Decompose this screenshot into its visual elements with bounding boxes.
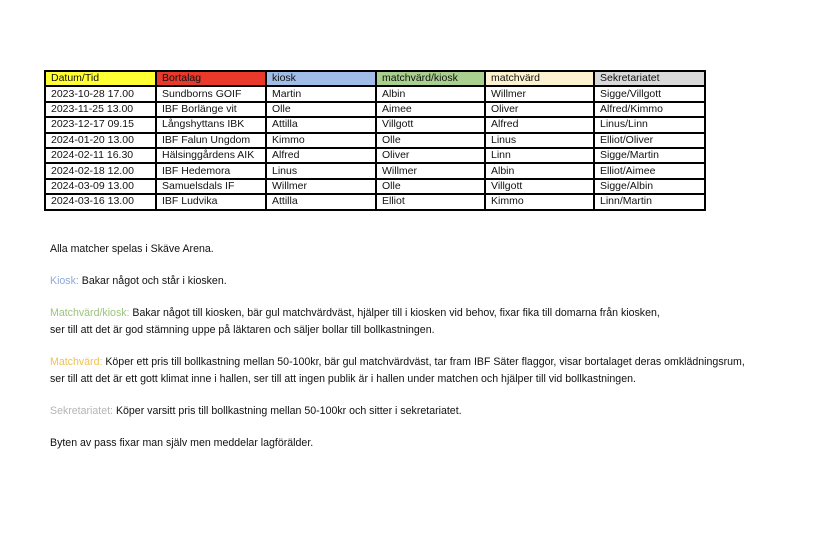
cell-sekretariatet: Sigge/Martin [594, 148, 705, 163]
matchvard-note-line1 [50, 354, 825, 371]
cell-matchvard: Oliver [485, 102, 594, 117]
matchvard-description: Köper ett pris till bollkastning mellan 50-100kr, bär gul matchvärdväst, tar fram IBF Säter flaggor, visar bortalaget deras omklädningsrum, [102, 356, 745, 368]
cell-kiosk: Attilla [266, 194, 376, 209]
table-row [45, 133, 705, 148]
cell-kiosk: Kimmo [266, 133, 376, 148]
cell-datum-tid: 2023-11-25 13.00 [45, 102, 156, 117]
notes-section [50, 241, 825, 452]
cell-sekretariatet: Linn/Martin [594, 194, 705, 209]
kiosk-note [50, 273, 825, 290]
cell-matchvard-kiosk: Oliver [376, 148, 485, 163]
cell-bortalag: Långshyttans IBK [156, 117, 266, 132]
kiosk-label: Kiosk: [50, 275, 79, 287]
matchvard-label: Matchvärd: [50, 356, 103, 368]
cell-bortalag: Samuelsdals IF [156, 179, 266, 194]
cell-bortalag: Hälsinggårdens AIK [156, 148, 266, 163]
cell-kiosk: Willmer [266, 179, 376, 194]
table-row [45, 163, 705, 178]
cell-matchvard: Alfred [485, 117, 594, 132]
matchvard-kiosk-note-line2: ser till att det är god stämning uppe på läktaren och säljer bollar till bollkastningen. [50, 324, 435, 336]
cell-bortalag: Sundborns GOIF [156, 86, 266, 101]
sekretariatet-label: Sekretariatet: [50, 405, 114, 417]
matchvard-kiosk-note-line1 [50, 305, 825, 322]
cell-kiosk: Alfred [266, 148, 376, 163]
cell-kiosk: Martin [266, 86, 376, 101]
cell-kiosk: Attilla [266, 117, 376, 132]
cell-bortalag: IBF Falun Ungdom [156, 133, 266, 148]
cell-sekretariatet: Elliot/Aimee [594, 163, 705, 178]
cell-kiosk: Olle [266, 102, 376, 117]
table-row [45, 148, 705, 163]
cell-datum-tid: 2024-01-20 13.00 [45, 133, 156, 148]
cell-matchvard-kiosk: Aimee [376, 102, 485, 117]
duty-schedule-table [44, 70, 706, 211]
cell-bortalag: IBF Borlänge vit [156, 102, 266, 117]
cell-matchvard-kiosk: Willmer [376, 163, 485, 178]
table-row [45, 117, 705, 132]
cell-matchvard: Linn [485, 148, 594, 163]
cell-kiosk: Linus [266, 163, 376, 178]
cell-matchvard-kiosk: Olle [376, 133, 485, 148]
cell-datum-tid: 2024-03-16 13.00 [45, 194, 156, 209]
sekretariatet-description: Köper varsitt pris till bollkastning mellan 50-100kr och sitter i sekretariatet. [113, 405, 462, 417]
cell-sekretariatet: Sigge/Villgott [594, 86, 705, 101]
arena-note: Alla matcher spelas i Skäve Arena. [50, 243, 214, 255]
header-datum-tid: Datum/Tid [45, 71, 156, 86]
cell-bortalag: IBF Hedemora [156, 163, 266, 178]
header-kiosk: kiosk [266, 71, 376, 86]
cell-bortalag: IBF Ludvika [156, 194, 266, 209]
cell-matchvard-kiosk: Elliot [376, 194, 485, 209]
table-row [45, 179, 705, 194]
cell-matchvard: Willmer [485, 86, 594, 101]
cell-datum-tid: 2023-10-28 17.00 [45, 86, 156, 101]
cell-matchvard-kiosk: Villgott [376, 117, 485, 132]
cell-matchvard: Kimmo [485, 194, 594, 209]
header-matchvard-kiosk: matchvärd/kiosk [376, 71, 485, 86]
table-row [45, 194, 705, 209]
header-matchvard: matchvärd [485, 71, 594, 86]
header-bortalag: Bortalag [156, 71, 266, 86]
cell-datum-tid: 2024-02-11 16.30 [45, 148, 156, 163]
cell-matchvard-kiosk: Olle [376, 179, 485, 194]
matchvard-kiosk-label: Matchvärd/kiosk: [50, 307, 130, 319]
cell-sekretariatet: Alfred/Kimmo [594, 102, 705, 117]
table-row [45, 102, 705, 117]
cell-sekretariatet: Elliot/Oliver [594, 133, 705, 148]
cell-datum-tid: 2024-02-18 12.00 [45, 163, 156, 178]
cell-matchvard: Albin [485, 163, 594, 178]
matchvard-note-line2: ser till att det är ett gott klimat inne i hallen, ser till att ingen publik är i hallen under matchen och hjälper till vid bollkastningen. [50, 373, 636, 385]
kiosk-description: Bakar något och står i kiosken. [78, 275, 227, 287]
cell-matchvard: Linus [485, 133, 594, 148]
cell-matchvard-kiosk: Albin [376, 86, 485, 101]
sekretariatet-note [50, 403, 825, 420]
byten-note: Byten av pass fixar man själv men meddelar lagförälder. [50, 437, 314, 449]
cell-datum-tid: 2023-12-17 09.15 [45, 117, 156, 132]
table-row [45, 86, 705, 101]
cell-sekretariatet: Linus/Linn [594, 117, 705, 132]
cell-sekretariatet: Sigge/Albin [594, 179, 705, 194]
cell-datum-tid: 2024-03-09 13.00 [45, 179, 156, 194]
header-sekretariatet: Sekretariatet [594, 71, 705, 86]
matchvard-kiosk-description: Bakar något till kiosken, bär gul matchvärdväst, hjälper till i kiosken vid behov, fixar fika till domarna från kiosken, [129, 307, 660, 319]
table-header-row [45, 71, 705, 86]
cell-matchvard: Villgott [485, 179, 594, 194]
